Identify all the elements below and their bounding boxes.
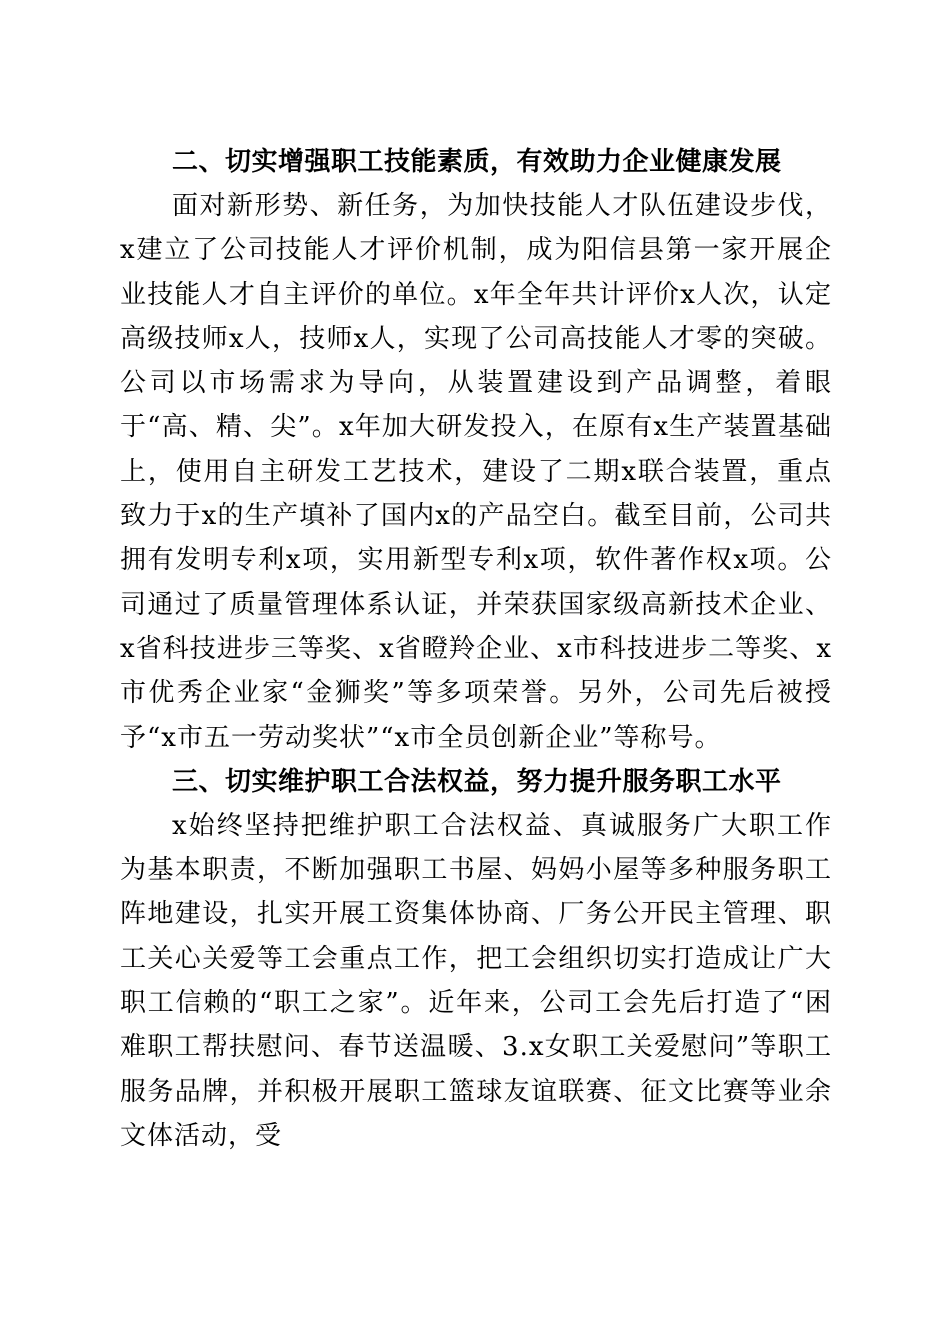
section-paragraph-3: x始终坚持把维护职工合法权益、真诚服务广大职工作为基本职责，不断加强职工书屋、妈妈小屋等多种服务职工阵地建设，扎实开展工资集体协商、厂务公开民主管理、职工关心关爱等工会重点工作，把工会组织切实打造成让广大职工信赖的“职工之家”。近年来，公司工会先后打造了“困难职工帮扶慰问、春节送温暖、3.x女职工关爱慰问”等职工服务品牌，并积极开展职工篮球友谊联赛、征文比赛等业余文体活动，受 [120,810,832,1151]
section-heading-3: 三、切实维护职工合法权益，努力提升服务职工水平 [172,766,782,797]
section-heading-2: 二、切实增强职工技能素质，有效助力企业健康发展 [172,147,782,177]
document-page [120,140,832,1158]
section-paragraph-2: 面对新形势、新任务，为加快技能人才队伍建设步伐，x建立了公司技能人才评价机制，成为阳信县第一家开展企业技能人才自主评价的单位。x年全年共计评价x人次，认定高级技师x人，技师x人，实现了公司高技能人才零的突破。公司以市场需求为导向，从装置建设到产品调整，着眼于“高、精、尖”。x年加大研发投入，在原有x生产装置基础上，使用自主研发工艺技术，建设了二期x联合装置，重点致力于x的生产填补了国内x的产品空白。截至目前，公司共拥有发明专利x项，实用新型专利x项，软件著作权x项。公司通过了质量管理体系认证，并荣获国家级高新技术企业、x省科技进步三等奖、x省瞪羚企业、x市科技进步二等奖、x市优秀企业家“金狮奖”等多项荣誉。另外，公司先后被授予“x市五一劳动奖状”“x市全员创新企业”等称号。 [120,191,832,753]
